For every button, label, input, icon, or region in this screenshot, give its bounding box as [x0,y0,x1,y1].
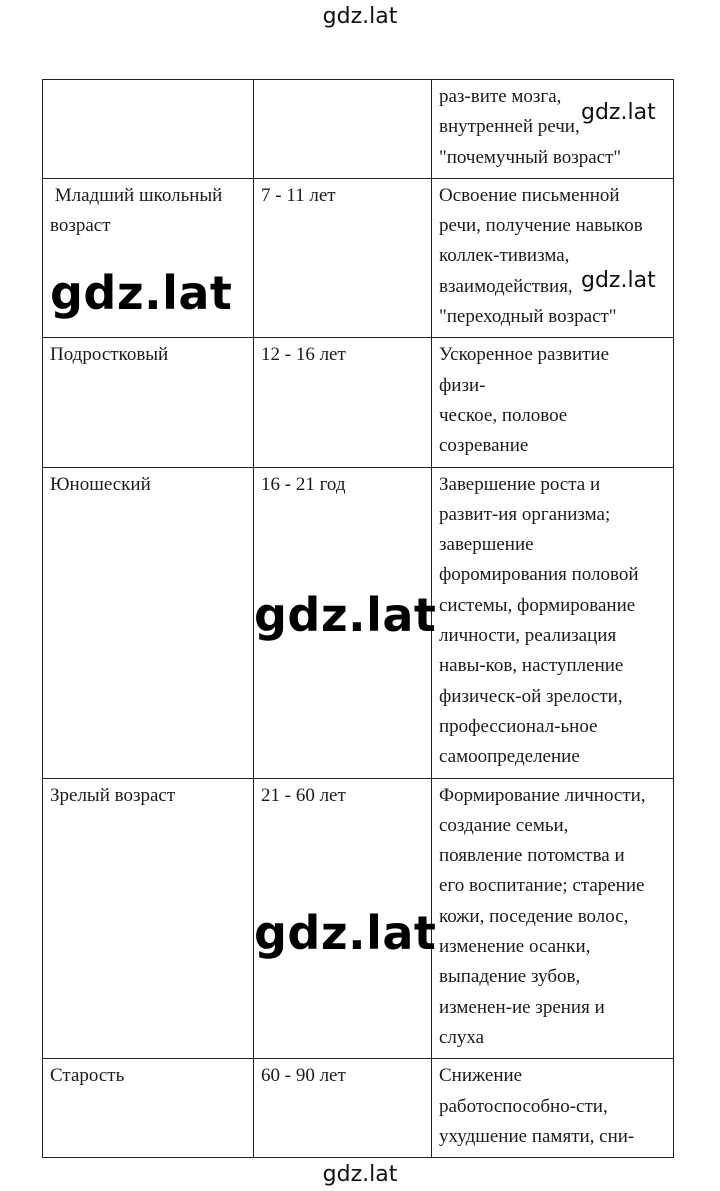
features-line: Формирование личности, [439,784,646,806]
features-line: раз-вите мозга, [439,86,562,107]
period-cell: Младший школьный возраст [43,178,254,337]
features-line: речи, получение навыков [439,215,643,237]
features-line: "почемучный возраст" [439,146,622,168]
features-line: физическ-ой зрелости, [439,685,623,707]
watermark-large: gdz.lat [254,906,437,960]
table-row [43,80,674,179]
features-line: форомирования половой [439,564,639,586]
features-line: завершение [439,534,534,556]
age-cell: 12 - 16 лет [254,338,432,467]
features-line: физи- [439,374,486,396]
features-cell [432,80,674,179]
age-cell [254,80,432,179]
features-line: "переходный возраст" [439,306,617,328]
watermark-small: gdz.lat [581,100,656,125]
features-line: изменен-ие зрения и [439,996,605,1018]
watermark-large: gdz.lat [254,588,437,642]
features-line: выпадение зубов, [439,966,581,988]
period-cell: Юношеский [43,467,254,778]
features-line: взаимодействия, [439,275,573,297]
features-line: создание семьи, [439,814,569,836]
period-cell: Старость [43,1059,254,1158]
site-footer: gdz.lat [322,1162,398,1187]
features-line: самоопределение [439,746,580,768]
features-cell [432,778,674,1059]
features-cell [432,178,674,337]
table-row [43,338,674,467]
period-cell: Зрелый возраст [43,778,254,1059]
age-cell: 7 - 11 лет [254,178,432,337]
age-cell: 60 - 90 лет [254,1059,432,1158]
period-cell: Подростковый [43,338,254,467]
features-line: его воспитание; старение [439,875,645,897]
features-line: Ускоренное развитие [439,344,610,366]
features-line: внутренней речи, [439,116,580,138]
features-line: навы-ков, наступление [439,655,624,677]
features-line: Освоение письменной [439,184,620,206]
features-line: личности, реализация [439,625,617,647]
features-line: Снижение [439,1065,523,1087]
features-cell [432,1059,674,1158]
age-cell: 21 - 60 лет [254,778,432,1059]
features-cell [432,338,674,467]
features-line: профессионал-ьное [439,715,598,737]
watermark-small: gdz.lat [581,268,656,293]
age-cell: 16 - 21 год [254,467,432,778]
features-line: системы, формирование [439,594,636,616]
table-row [43,1059,674,1158]
features-cell [432,467,674,778]
features-line: работоспособно-сти, [439,1095,608,1117]
features-line: слуха [439,1026,485,1048]
features-line: изменение осанки, [439,936,591,958]
features-line: коллек-тивизма, [439,245,570,267]
site-header: gdz.lat [322,4,398,29]
features-line: развит-ия организма; [439,503,611,525]
period-cell [43,80,254,179]
features-line: ухудшение памяти, сни- [439,1125,635,1147]
features-line: созревание [439,435,529,457]
features-line: кожи, поседение волос, [439,905,629,927]
watermark-large: gdz.lat [50,266,233,320]
features-line: ческое, половое [439,404,568,426]
features-line: появление потомства и [439,845,625,867]
features-line: Завершение роста и [439,473,601,495]
